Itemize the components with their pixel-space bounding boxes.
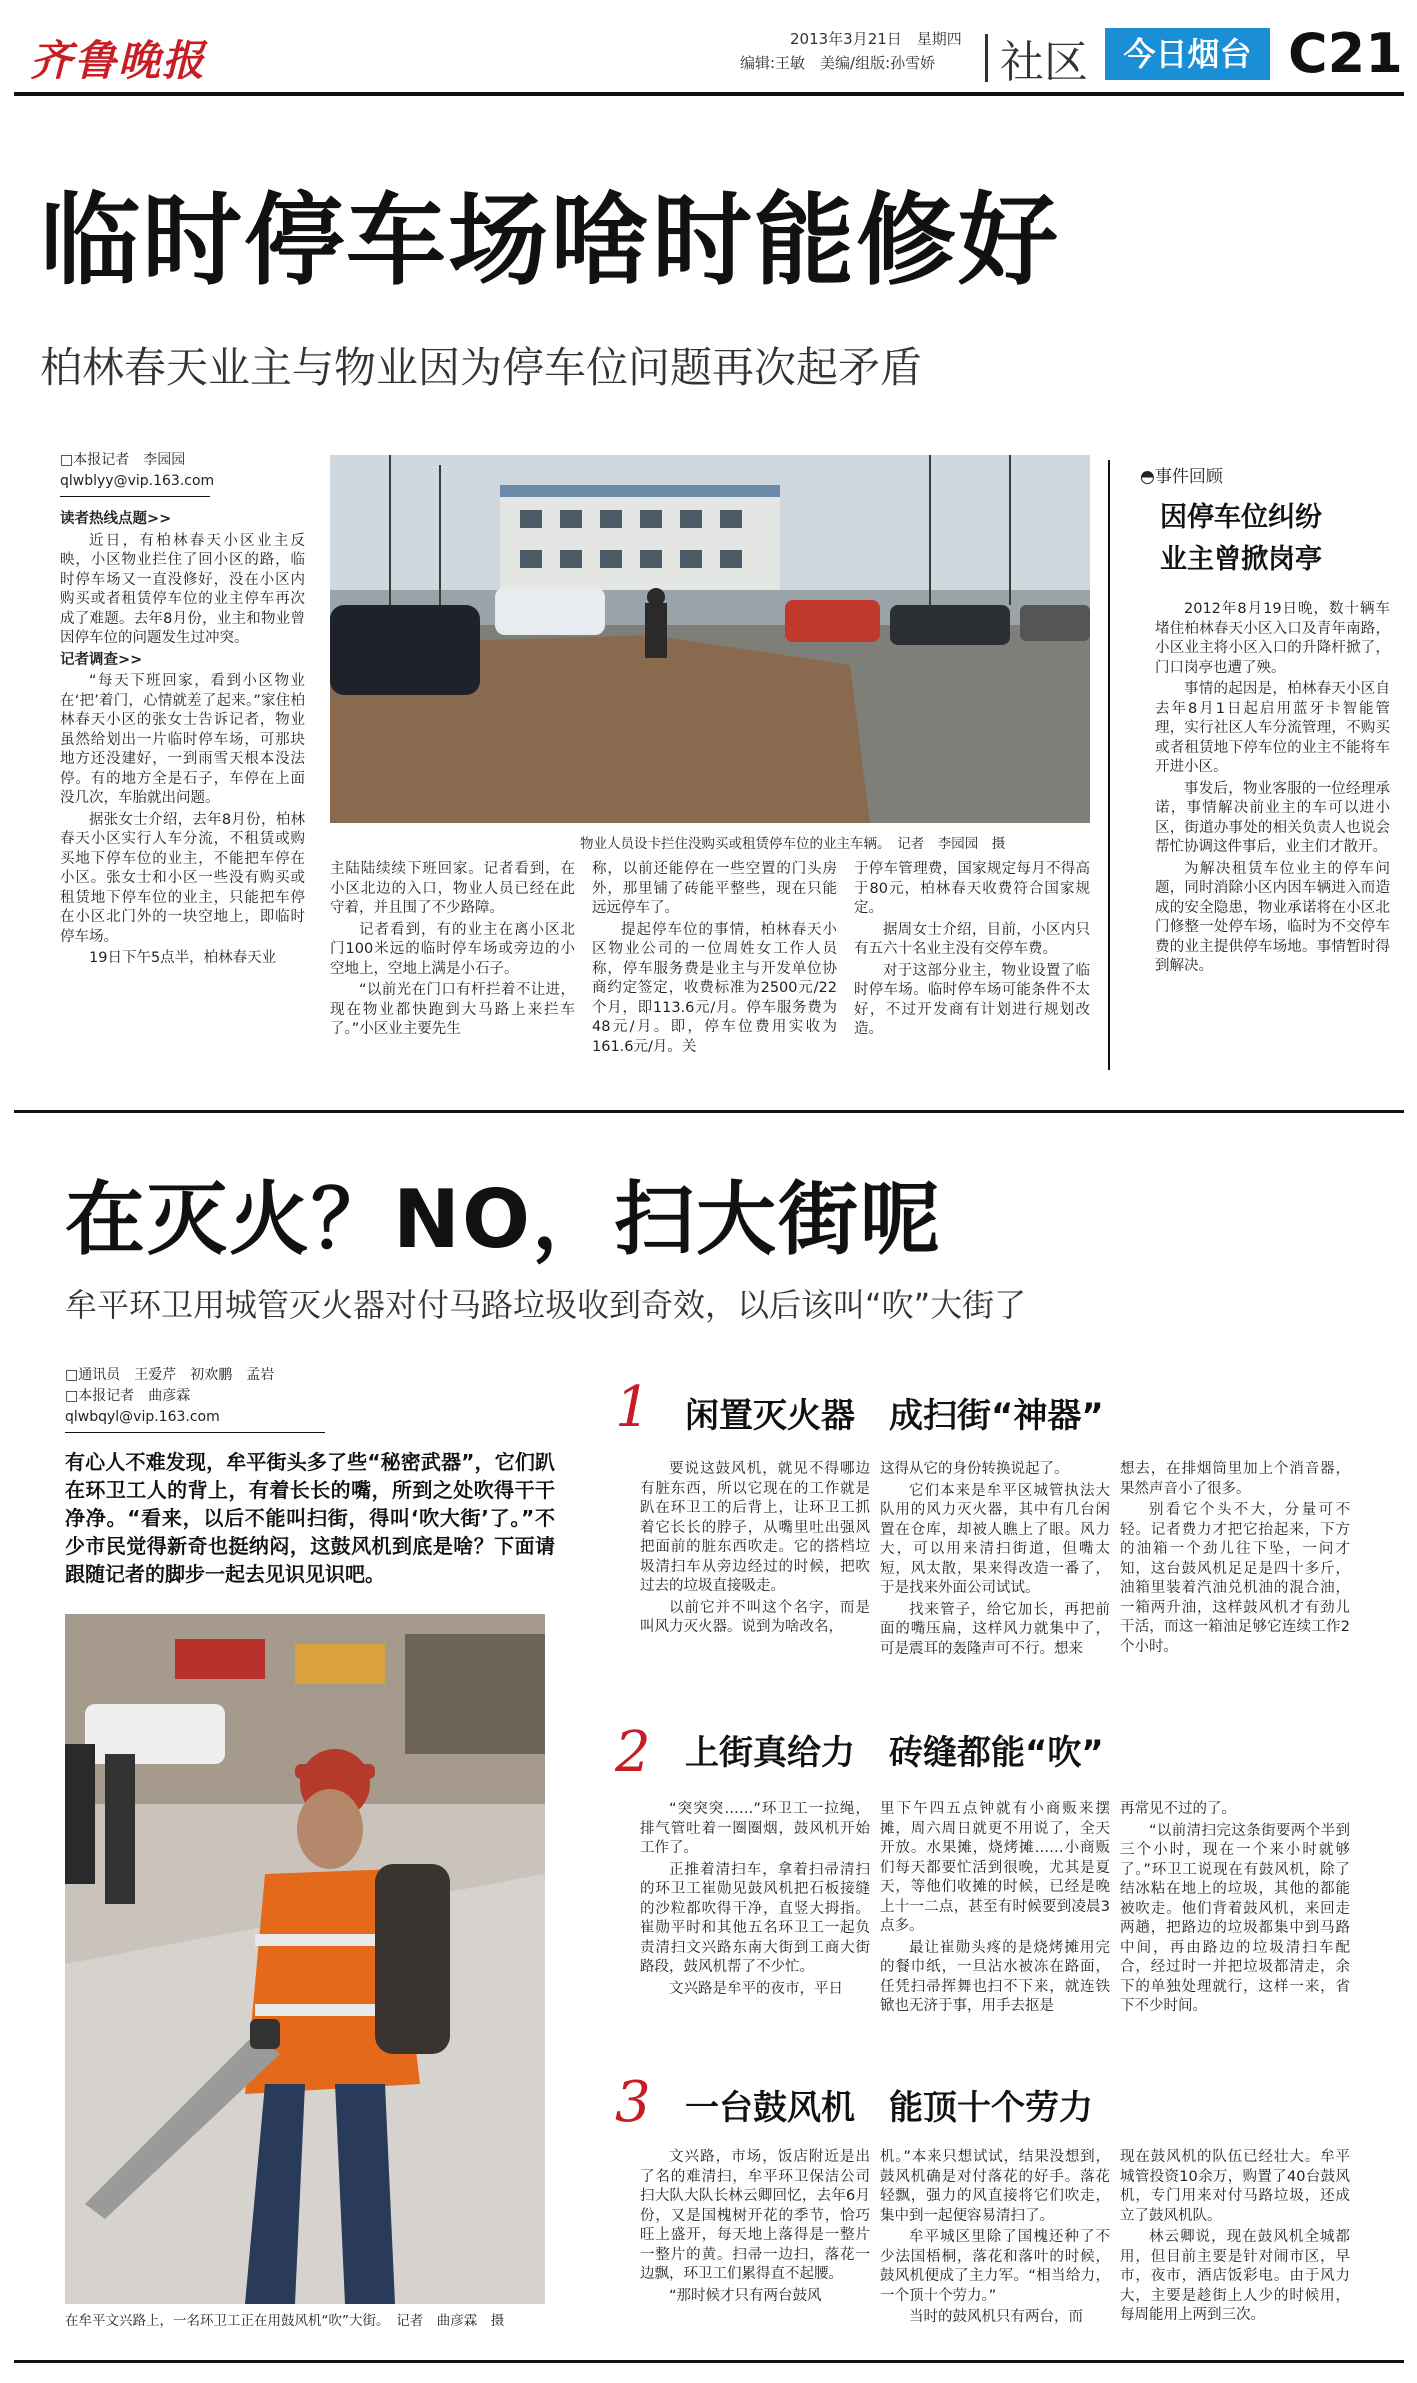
paragraph: 提起停车位的事情，柏林春天小区物业公司的一位周姓女工作人员称，停车服务费是业主与开发单位协商约定签定，收费标准为2500元/22个月，即113.6元/月。停车服务费为48元/月。即，停车位费用实收为161.6元/月。关 [592, 921, 837, 1055]
byline-email: qlwblyy@vip.163.com [60, 473, 215, 489]
section-number: 3 [615, 2070, 651, 2135]
paragraph: 为解决租赁车位业主的停车问题，同时消除小区内因车辆进入而造成的安全隐患，物业承诺将在小区北门修整一处停车场，临时为不交停车费的业主提供停车场地。事情暂时得到解决。 [1155, 860, 1390, 974]
paragraph: 找来管子，给它加长，再把前面的嘴压扁，这样风力就集中了，可是震耳的轰隆声可不行。想来 [880, 1601, 1110, 1657]
byline-email: qlwbqyl@vip.163.com [65, 1409, 220, 1425]
page-number: C21 [1288, 22, 1403, 85]
section-number: 1 [615, 1375, 651, 1440]
paragraph: 19日下午5点半，柏林春天业 [89, 950, 277, 966]
paragraph: 主陆陆续续下班回家。记者看到，在小区北边的入口，物业人员已经在此守着，并且围了不少路障。 [330, 861, 575, 916]
section3-column-3 [1120, 2148, 1350, 2328]
section-number: 2 [615, 1720, 651, 1785]
paragraph: 称，以前还能停在一些空置的门头房外，那里铺了砖能平整些，现在只能远远停车了。 [592, 861, 837, 916]
paragraph: 文兴路，市场，饭店附近是出了名的难清扫，牟平环卫保洁公司扫大队大队长林云卿回忆，去年6月份，又是国槐树开花的季节，恰巧旺上盛开，每天地上落得是一整片一整片的黄。扫帚一边扫，落花一边飘，环卫工们累得直不起腰。 [640, 2149, 870, 2282]
paragraph: 文兴路是牟平的夜市，平日 [669, 1980, 843, 1997]
street-sweeper-illustration [65, 1614, 545, 2304]
story1-column-2 [330, 860, 575, 1042]
dot-icon: ◓ [1140, 467, 1155, 487]
paragraph: 2012年8月19日晚，数十辆车堵住柏林春天小区入口及青年南路，小区业主将小区入口的升降杆掀了，门口岗亭也遭了殃。 [1155, 601, 1390, 676]
paragraph: 对于这部分业主，物业设置了临时停车场。临时停车场可能条件不太好，不过开发商有计划进行规划改造。 [854, 962, 1090, 1037]
paragraph: 它们本来是牟平区城管执法大队用的风力灭火器，其中有几台闲置在仓库，却被人瞧上了眼。风力大，可以用来清扫街道，但嘴太短，风太散，果来得改造一番了，于是找来外面公司试试。 [880, 1482, 1110, 1596]
paragraph: 机。”本来只想试试，结果没想到，鼓风机确是对付落花的好手。落花轻飘，强力的风直接将它们吹走，集中到一起便容易清扫了。 [880, 2149, 1110, 2224]
paragraph: 别看它个头不大，分量可不轻。记者费力才把它抬起来，下方的油箱一个劲儿往下坠，一问才知，这台鼓风机足足是四十多斤，油箱里装着汽油兑机油的混合油，一箱两升油，这样鼓风机才有劲儿干活，而这一箱油足够它连续工作2个小时。 [1120, 1502, 1350, 1655]
story1-column-4 [854, 860, 1090, 1042]
sidebar-divider [1108, 460, 1110, 1070]
story1-byline [60, 450, 260, 492]
story1-photo [330, 455, 1090, 823]
paragraph: 据周女士介绍，目前，小区内只有五六十名业主没有交停车费。 [854, 921, 1090, 957]
paragraph: “每天下班回家，看到小区物业在‘把’着门，心情就差了起来。”家住柏林春天小区的张女士告诉记者，物业虽然给划出一片临时停车场，可那块地方还没建好，一到雨雪天根本没法停。有的地方全是石子，车停在上面没几次，车胎就出问题。 [60, 673, 305, 806]
section2-column-3 [1120, 1800, 1350, 2019]
paragraph: 现在鼓风机的队伍已经壮大。牟平城管投资10余万，购置了40台鼓风机，专门用来对付马路垃圾，还成立了鼓风机队。 [1120, 2149, 1350, 2224]
section2-column-1 [640, 1800, 870, 2001]
paragraph: 想去，在排烟筒里加上个消音器，果然声音小了很多。 [1120, 1461, 1350, 1497]
story-divider [14, 1110, 1404, 1113]
paragraph: 当时的鼓风机只有两台，而 [909, 2309, 1083, 2325]
editor-credit: 编辑:王敏 美编/组版:孙雪娇 [740, 54, 936, 72]
section-label: 记者调查>> [60, 651, 143, 668]
story2-photo [65, 1614, 545, 2304]
masthead-divider [985, 34, 988, 82]
paragraph: 里下午四五点钟就有小商贩来摆摊，周六周日就更不用说了，全天开放。水果摊，烧烤摊……小商贩们每天都要忙活到很晚，尤其是夏天，等他们收摊的时候，已经是晚上十一二点，甚至有时候要到凌晨3点多。 [880, 1801, 1110, 1934]
paragraph: “那时候才只有两台鼓风 [669, 2287, 822, 2304]
paragraph: 牟平城区里除了国槐还种了不少法国梧桐，落花和落叶的时候，鼓风机便成了主力军。“相当给力，一个顶十个劳力。” [880, 2229, 1110, 2304]
paragraph: 这得从它的身份转换说起了。 [880, 1461, 1069, 1477]
story1-headline: 临时停车场啥时能修好 [40, 182, 1060, 299]
paragraph: 事发后，物业客服的一位经理承诺，事情解决前业主的车可以进小区，街道办事处的相关负责人也说会帮忙协调这件事后，业主们才散开。 [1155, 780, 1390, 855]
story2-byline [65, 1365, 274, 1428]
byline-correspondents: □通讯员 王爱芹 初欢鹏 孟岩 [65, 1367, 275, 1383]
sidebar-label: ◓事件回顾 [1140, 467, 1223, 487]
section2-column-2 [880, 1800, 1110, 2019]
section1-column-3 [1120, 1460, 1350, 1659]
section-title: 一台鼓风机 能顶十个劳力 [685, 2088, 1093, 2128]
newspaper-logo: 齐鲁晚报 [30, 36, 207, 85]
paragraph: 林云卿说，现在鼓风机全城都用，但目前主要是针对闹市区，早市，夜市，酒店饭彩电。由于风力大，主要是趁街上人少的时候用，每周能用上两到三次。 [1120, 2229, 1350, 2323]
sidebar-body [1155, 600, 1390, 979]
paragraph: 事情的起因是，柏林春天小区自去年8月1日起启用蓝牙卡智能管理，实行社区人车分流管理，不购买或者租赁地下停车位的业主不能将车开进小区。 [1155, 681, 1390, 775]
story2-headline: 在灭火？NO，扫大街呢 [65, 1173, 942, 1266]
section-title: 闲置灭火器 成扫街“神器” [685, 1396, 1104, 1436]
paragraph: 以前它并不叫这个名字，而是叫风力灭火器。说到为啥改名， [640, 1599, 870, 1635]
parking-lot-illustration [330, 455, 1090, 823]
story1-deck: 柏林春天业主与物业因为停车位问题再次起矛盾 [40, 343, 923, 392]
paragraph: 据张女士介绍，去年8月份，柏林春天小区实行人车分流，不租赁或购买地下停车位的业主，不能把车停在小区。张女士和小区一些没有购买或租赁地下停车位的业主，只能把车停在小区北门外的一块空地上，即临时停车场。 [60, 811, 305, 945]
story1-photo-caption: 物业人员设卡拦住没购买或租赁停车位的业主车辆。 记者 李园园 摄 [580, 836, 1006, 852]
section-title: 上街真给力 砖缝都能“吹” [685, 1733, 1104, 1773]
byline-rule [65, 1432, 325, 1433]
section3-column-1 [640, 2148, 870, 2308]
section1-column-1 [640, 1460, 870, 1640]
section-label: 读者热线点题>> [60, 511, 172, 527]
paragraph: “突突突……”环卫工一拉绳，排气管吐着一圈圈烟，鼓风机开始工作了。 [640, 1801, 870, 1856]
paragraph: 记者看到，有的业主在离小区北门100米远的临时停车场或旁边的小空地上，空地上满是小石子。 [330, 921, 575, 977]
section-name: 社区 [1000, 37, 1088, 88]
section1-column-2 [880, 1460, 1110, 1661]
paragraph: “以前清扫完这条街要两个半到三个小时，现在一个来小时就够了。”环卫工说现在有鼓风机，除了结冰粘在地上的垃圾，其他的都能被吹走。他们背着鼓风机，来回走两趟，把路边的垃圾都集中到马路中间，再由路边的垃圾清扫车配合，经过时一并把垃圾都清走，余下的单独处理就行，这样一来，省下不少时间。 [1120, 1822, 1350, 2014]
story2-photo-caption: 在牟平文兴路上，一名环卫工正在用鼓风机“吹”大街。 记者 曲彦霖 摄 [65, 2313, 505, 2329]
paragraph: 于停车管理费，国家规定每月不得高于80元，柏林春天收费符合国家规定。 [854, 861, 1090, 916]
paragraph: 最让崔勋头疼的是烧烤摊用完的餐巾纸，一旦沾水被冻在路面，任凭扫帚挥舞也扫不下来，就连铁锨也无济于事，用手去抠是 [880, 1939, 1110, 2014]
story2-deck: 牟平环卫用城管灭火器对付马路垃圾收到奇效，以后该叫“吹”大街了 [65, 1286, 1027, 1324]
byline-reporter: □本报记者 曲彦霖 [65, 1388, 191, 1404]
paragraph: 再常见不过的了。 [1120, 1801, 1236, 1817]
edition-badge: 今日烟台 [1105, 28, 1270, 80]
paragraph: “以前光在门口有杆拦着不让进，现在物业都快跑到大马路上来拦车了。”小区业主要先生 [330, 982, 575, 1037]
byline-reporter: □本报记者 李园园 [60, 452, 186, 468]
masthead-rule [14, 92, 1404, 96]
sidebar-title: 因停车位纠纷 业主曾掀岗亭 [1160, 502, 1322, 575]
story1-column-1 [60, 510, 305, 971]
page-bottom-rule [14, 2360, 1404, 2363]
issue-date: 2013年3月21日 星期四 [790, 30, 962, 48]
story2-lead: 有心人不难发现，牟平街头多了些“秘密武器”，它们趴在环卫工人的背上，有着长长的嘴，所到之处吹得干干净净。“看来，以后不能叫扫街，得叫‘吹大街’了。”不少市民觉得新奇也挺纳闷，这鼓风机到底是啥？下面请跟随记者的脚步一起去见识见识吧。 [65, 1450, 555, 1586]
section3-column-2 [880, 2148, 1110, 2330]
paragraph: 要说这鼓风机，就见不得哪边有脏东西，所以它现在的工作就是趴在环卫工的后背上，让环卫工抓着它长长的脖子，从嘴里吐出强风把面前的脏东西吹走。它的搭档垃圾清扫车从旁边经过的时候，把吹过去的垃圾直接吸走。 [640, 1461, 870, 1594]
paragraph: 近日，有柏林春天小区业主反映，小区物业拦住了回小区的路，临时停车场又一直没修好，没在小区内购买或者租赁停车位的业主停车再次成了难题。去年8月份，业主和物业曾因停车位的问题发生过冲突。 [60, 532, 305, 646]
story1-column-3 [592, 860, 837, 1059]
byline-rule [60, 496, 210, 497]
paragraph: 正推着清扫车，拿着扫帚清扫的环卫工崔勋见鼓风机把石板接缝的沙粒都吹得干净，直竖大拇指。崔勋平时和其他五名环卫工一起负责清扫文兴路东南大街到工商大街路段，鼓风机帮了不少忙。 [640, 1861, 870, 1975]
